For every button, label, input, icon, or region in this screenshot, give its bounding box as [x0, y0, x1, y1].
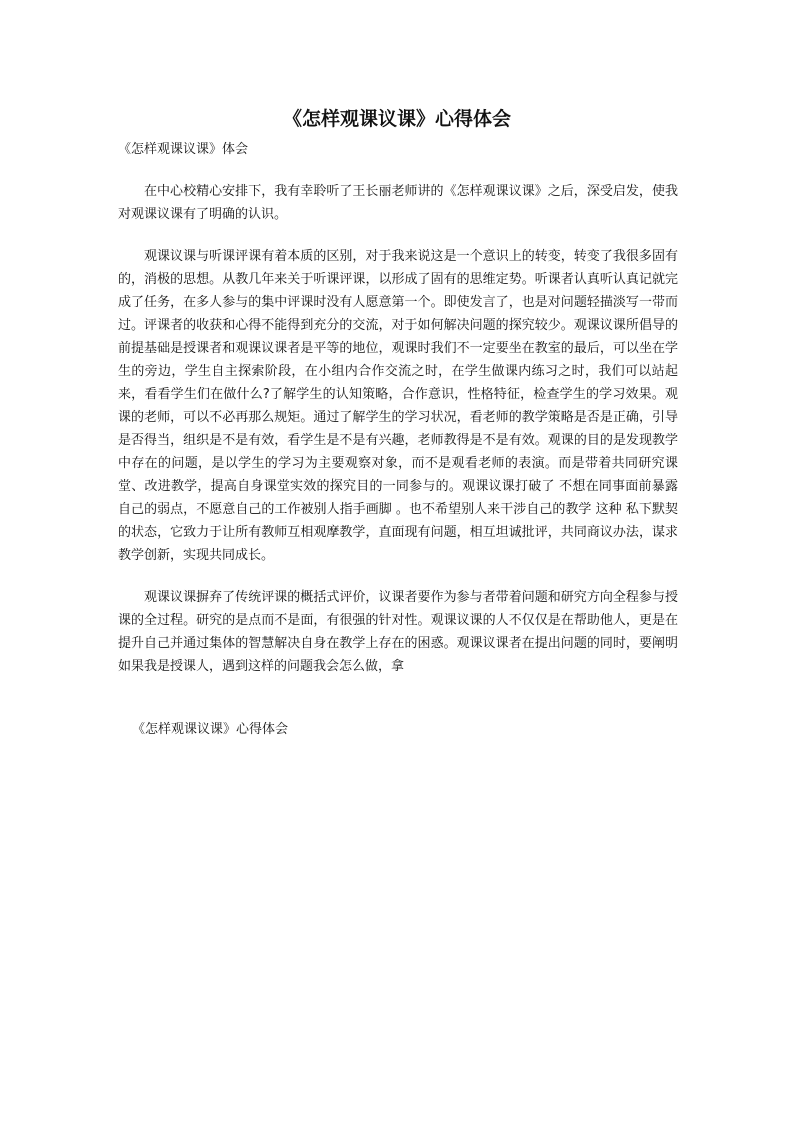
paragraph-method: 观课议课摒弃了传统评课的概括式评价，议课者要作为参与者带着问题和研究方向全程参与授课的全过程。研究的是点而不是面，有很强的针对性。观课议课的人不仅仅是在帮助他人，更是在提升自己并通过集体的智慧解决自身在教学上存在的困惑。观课议课者在提出问题的同时，要阐明如果我是授课人，遇到这样的问题我会怎么做，拿	[118, 590, 678, 674]
document-body	[118, 180, 678, 697]
paragraph-intro: 在中心校精心安排下，我有幸聆听了王长丽老师讲的《怎样观课议课》之后，深受启发，使我对观课议课有了明确的认识。	[118, 184, 678, 222]
paragraph-difference: 观课议课与听课评课有着本质的区别，对于我来说这是一个意识上的转变，转变了我很多固有的，消极的思想。从教几年来关于听课评课，以形成了固有的思维定势。听课者认真听认真记就完成了任务，在多人参与的集中评课时没有人愿意第一个。即使发言了，也是对问题轻描淡写一带而过。评课者的收获和心得不能得到充分的交流，对于如何解决问题的探究较少。观课议课所倡导的前提基础是授课者和观课议课者是平等的地位，观课时我们不一定要坐在教室的最后，可以坐在学生的旁边，学生自主探索阶段，在小组内合作交流之时，在学生做课内练习之时，我们可以站起来，看看学生们在做什么?了解学生的认知策略，合作意识，性格特征，检查学生的学习效果。观课的老师，可以不必再那么规矩。通过了解学生的学习状况，看老师的教学策略是否是正确，引导是否得当，组织是不是有效，看学生是不是有兴趣，老师教得是不是有效。观课的目的是发现教学中存在的问题，是以学生的学习为主要观察对象，而不是观看老师的表演。而是带着共同研究课堂、改进教学，提高自身课堂实效的探究目的一同参与的。观课议课打破了 不想在同事面前暴露自己的弱点，不愿意自己的工作被别人指手画脚 。也不希望别人来干涉自己的教学 这种 私下默契 的状态，它致力于让所有教师互相观摩教学，直面现有问题，相互坦诚批评，共同商议办法，谋求教学创新，实现共同成长。	[118, 249, 678, 563]
document-footer: 《怎样观课议课》心得体会	[132, 722, 289, 737]
document-subtitle: 《怎样观课议课》体会	[118, 142, 249, 157]
document-title: 《怎样观课议课》心得体会	[282, 108, 511, 130]
